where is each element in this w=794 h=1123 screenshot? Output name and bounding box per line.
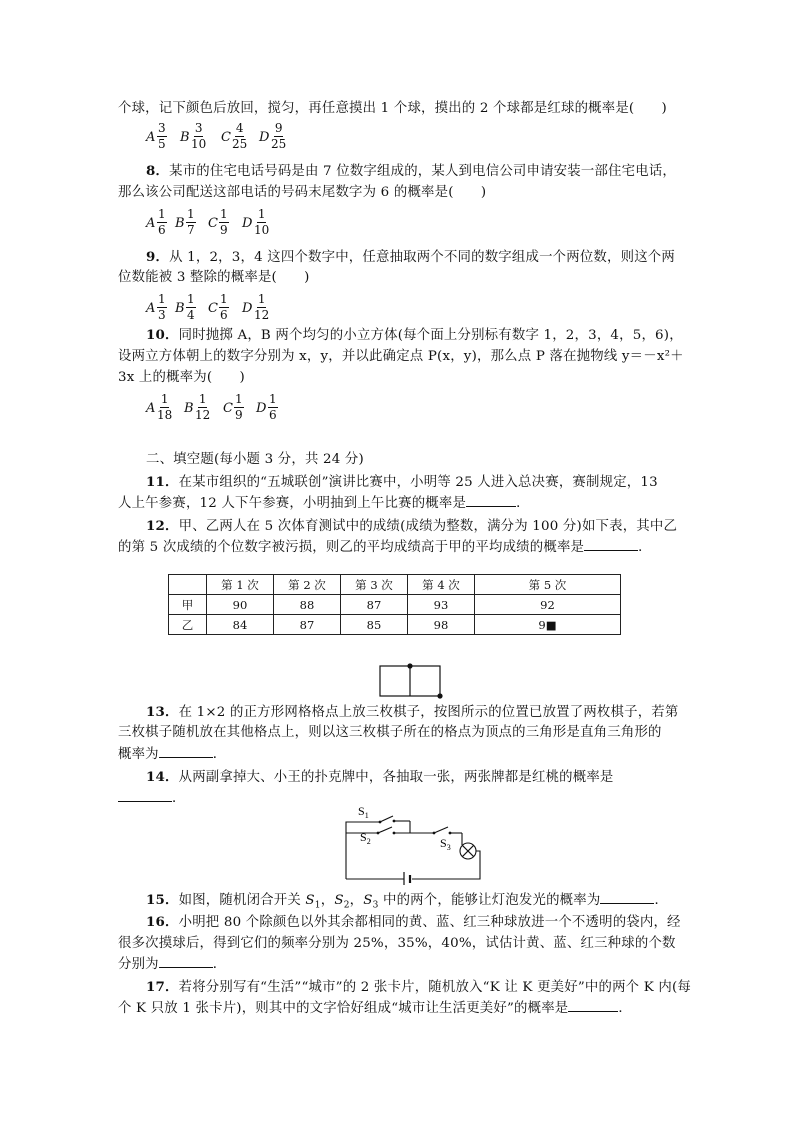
- q15-line1: [146, 891, 668, 915]
- switch-symbol: S: [363, 893, 373, 908]
- label-s1: [358, 804, 369, 820]
- table-cell: 98: [408, 615, 475, 635]
- numerator: 3: [158, 121, 166, 135]
- option-letter: A: [146, 401, 156, 416]
- circuit-diagram: [340, 803, 486, 885]
- fraction: [157, 292, 167, 323]
- header-cell: 第 5 次: [475, 575, 621, 595]
- numerator: 1: [158, 207, 166, 221]
- option-letter: D: [256, 401, 267, 416]
- question-text: 在 1×2 的正方形网格格点上放三枚棋子，按图所示的位置已放置了两枚棋子，若第: [178, 705, 679, 720]
- option-letter: A: [146, 301, 156, 316]
- comma: ，: [320, 893, 335, 908]
- switch-s1-blade: [380, 816, 393, 822]
- fraction: [157, 392, 172, 423]
- denominator: 5: [158, 137, 166, 151]
- subscript: 3: [372, 900, 379, 911]
- numerator: 1: [220, 292, 228, 306]
- score-table: [168, 574, 621, 635]
- denominator: 9: [220, 223, 228, 237]
- denominator: 6: [269, 408, 277, 422]
- question-number: 14．: [146, 769, 179, 785]
- option-letter: B: [175, 301, 185, 316]
- numerator: 1: [198, 392, 207, 406]
- period: ．: [212, 957, 227, 972]
- chess-piece-1: [407, 663, 412, 668]
- label-letter: S: [440, 836, 447, 850]
- numerator: 1: [220, 207, 228, 221]
- subscript: 1: [314, 900, 321, 911]
- question-text: 如图，随机闭合开关: [178, 893, 306, 908]
- question-text: 概率为: [118, 747, 159, 762]
- answer-blank[interactable]: [466, 506, 516, 507]
- option-letter: D: [259, 130, 270, 145]
- denominator: 12: [254, 308, 270, 322]
- q14-line2: [118, 790, 186, 808]
- question-number: 9．: [146, 249, 170, 265]
- numerator: 1: [187, 292, 195, 306]
- switch-contacts: [377, 820, 452, 835]
- fraction: [254, 207, 269, 238]
- q8-line1: [146, 162, 676, 181]
- question-text: 从两副拿掉大、小王的扑克牌中，各抽取一张，两张牌都是红桃的概率是: [178, 770, 614, 785]
- period: ．: [516, 496, 530, 511]
- fraction: [195, 392, 210, 423]
- grid-figure: [374, 660, 448, 702]
- denominator: 12: [195, 408, 211, 422]
- fraction: [232, 121, 247, 152]
- table-row: [169, 615, 621, 635]
- label-s3: [440, 836, 451, 852]
- option-letter: A: [146, 216, 156, 231]
- option-letter: C: [208, 216, 218, 231]
- q16-line1: [146, 913, 681, 932]
- answer-blank[interactable]: [159, 757, 213, 758]
- denominator: 6: [158, 223, 166, 237]
- table-cell: 90: [207, 595, 274, 615]
- question-text: 小明把 80 个除颜色以外其余都相同的黄、蓝、红三种球放进一个不透明的袋内，经: [178, 915, 681, 930]
- option-letter: D: [242, 301, 253, 316]
- q12-line2: [118, 539, 652, 557]
- option-letter: A: [146, 130, 156, 145]
- table-header-row: [169, 575, 621, 595]
- denominator: 25: [271, 137, 287, 151]
- table-cell: 84: [207, 615, 274, 635]
- contact-dot: [377, 832, 380, 835]
- table-cell: 9■: [475, 615, 621, 635]
- denominator: 18: [157, 408, 173, 422]
- answer-blank[interactable]: [159, 967, 213, 968]
- fraction: [268, 392, 278, 423]
- q11-line1: [146, 473, 658, 492]
- denominator: 10: [191, 137, 207, 151]
- denominator: 4: [187, 308, 195, 322]
- q13-line2: 三枚棋子随机放在其他格点上，则以这三枚棋子所在的格点为顶点的三角形是直角三角形的: [118, 725, 662, 740]
- option-letter: B: [184, 401, 194, 416]
- option-letter: D: [242, 216, 253, 231]
- label-letter: S: [358, 804, 365, 818]
- period: ．: [212, 747, 227, 762]
- q9-line1: [146, 248, 675, 267]
- section-title: 二、填空题(每小题 3 分，共 24 分): [146, 452, 364, 467]
- question-text: 的第 5 次成绩的个位数字被污损，则乙的平均成绩高于甲的平均成绩的概率是: [118, 540, 585, 555]
- comma: ，: [349, 893, 364, 908]
- q11-line2: [118, 495, 530, 513]
- question-number: 11．: [146, 474, 179, 490]
- table-cell: 85: [341, 615, 408, 635]
- q16-line2: 很多次摸球后，得到它们的频率分别为 25%，35%，40%，试估计黄、蓝、红三种球的个数: [118, 936, 676, 951]
- contact-dot: [379, 821, 382, 824]
- numerator: 9: [274, 121, 283, 135]
- question-text: 人上午参赛，12 人下午参赛，小明抽到上午比赛的概率是: [118, 496, 467, 511]
- numerator: 3: [194, 121, 203, 135]
- q17-line2: [118, 1000, 632, 1018]
- fraction: [271, 121, 286, 152]
- denominator: 3: [158, 308, 166, 322]
- label-letter: S: [360, 830, 367, 844]
- question-text: 同时抛掷 A，B 两个均匀的小立方体(每个面上分别标有数字 1，2，3，4，5，6)，: [178, 328, 683, 343]
- q16-line3: [118, 956, 226, 974]
- label-subscript: 2: [366, 837, 371, 846]
- switch-symbol: S: [305, 893, 315, 908]
- numerator: 1: [158, 292, 166, 306]
- switch-s2-blade: [378, 827, 392, 833]
- contact-dot: [393, 820, 396, 823]
- period: ．: [172, 791, 186, 806]
- table-cell: 87: [274, 615, 341, 635]
- contact-dot: [449, 832, 452, 835]
- label-s2: [360, 830, 371, 846]
- denominator: 25: [232, 137, 248, 151]
- fraction: [157, 121, 167, 152]
- label-subscript: 3: [446, 843, 451, 852]
- q13-line3: [118, 746, 226, 764]
- fraction: [191, 121, 206, 152]
- contact-dot: [393, 832, 396, 835]
- switch-s3-blade: [434, 827, 448, 833]
- fraction: [157, 207, 167, 238]
- question-number: 12．: [146, 518, 179, 534]
- q10-line1: [146, 326, 683, 345]
- table-cell: 乙: [169, 615, 207, 635]
- header-cell: 第 3 次: [341, 575, 408, 595]
- period: ．: [618, 1001, 632, 1016]
- option-letter: C: [208, 301, 218, 316]
- option-letter: C: [223, 401, 233, 416]
- fraction: [219, 207, 229, 238]
- question-text: 甲、乙两人在 5 次体育测试中的成绩(成绩为整数，满分为 100 分)如下表，其中乙: [178, 519, 678, 534]
- numerator: 1: [257, 292, 266, 306]
- question-number: 8．: [146, 163, 170, 179]
- numerator: 1: [269, 392, 277, 406]
- question-number: 16．: [146, 914, 179, 930]
- q10-line3: 3x 上的概率为( ): [118, 370, 245, 385]
- question-text: 中的两个，能够让灯泡发光的概率为: [378, 893, 601, 908]
- question-number: 10．: [146, 327, 179, 343]
- header-cell: 第 1 次: [207, 575, 274, 595]
- denominator: 6: [220, 308, 228, 322]
- q9-line2: 位数能被 3 整除的概率是( ): [118, 270, 310, 285]
- q13-line1: [146, 703, 678, 722]
- period: ．: [638, 540, 652, 555]
- fraction: [254, 292, 269, 323]
- question-text: 个 K 只放 1 张卡片)，则其中的文字恰好组成“城市让生活更美好”的概率是: [118, 1001, 569, 1016]
- table-cell: 88: [274, 595, 341, 615]
- fraction: [186, 292, 196, 323]
- denominator: 10: [254, 223, 270, 237]
- denominator: 9: [235, 408, 243, 422]
- option-letter: C: [221, 130, 231, 145]
- question-number: 17．: [146, 979, 179, 995]
- contact-dot: [433, 832, 436, 835]
- question-text: 从 1，2，3，4 这四个数字中，任意抽取两个不同的数字组成一个两位数，则这个两: [169, 250, 675, 265]
- table-cell: 92: [475, 595, 621, 615]
- q14-line1: [146, 768, 614, 787]
- q10-line2: 设两立方体朝上的数字分别为 x，y，并以此确定点 P(x，y)，那么点 P 落在抛物线 y＝－x²＋: [118, 349, 684, 364]
- fraction: [186, 207, 196, 238]
- numerator: 1: [235, 392, 243, 406]
- chess-piece-2: [437, 693, 442, 698]
- numerator: 1: [160, 392, 169, 406]
- question-number: 13．: [146, 704, 179, 720]
- q12-line1: [146, 517, 677, 536]
- denominator: 7: [187, 223, 195, 237]
- table-cell: 93: [408, 595, 475, 615]
- table-cell: 87: [341, 595, 408, 615]
- fraction: [234, 392, 244, 423]
- question-text: 分别为: [118, 957, 159, 972]
- numerator: 1: [187, 207, 195, 221]
- q8-line2: 那么该公司配送这部电话的号码末尾数字为 6 的概率是( ): [118, 185, 487, 200]
- answer-blank[interactable]: [568, 1011, 618, 1012]
- q17-line1: [146, 978, 691, 997]
- question-text: 若将分别写有“生活”“城市”的 2 张卡片，随机放入“K 让 K 更美好”中的两个 K 内(每: [178, 980, 691, 995]
- fraction: [219, 292, 229, 323]
- question-number: 15．: [146, 892, 179, 908]
- subscript: 2: [343, 900, 350, 911]
- wire-right-bottom: [412, 851, 480, 879]
- numerator: 1: [257, 207, 266, 221]
- question-text: 在某市组织的“五城联创”演讲比赛中，小明等 25 人进入总决赛，赛制规定，13: [178, 475, 658, 490]
- option-letter: B: [175, 216, 185, 231]
- header-cell: 第 4 次: [408, 575, 475, 595]
- period: ．: [654, 893, 669, 908]
- answer-blank[interactable]: [118, 801, 172, 802]
- answer-blank[interactable]: [584, 550, 638, 551]
- q7-text: 个球，记下颜色后放回，搅匀，再任意摸出 1 个球，摸出的 2 个球都是红球的概率是( ): [118, 101, 667, 116]
- header-cell: [169, 575, 207, 595]
- switch-symbol: S: [334, 893, 344, 908]
- label-subscript: 1: [364, 811, 369, 820]
- table-row: [169, 595, 621, 615]
- table-cell: 甲: [169, 595, 207, 615]
- header-cell: 第 2 次: [274, 575, 341, 595]
- option-letter: B: [180, 130, 190, 145]
- numerator: 4: [235, 121, 244, 135]
- answer-blank[interactable]: [600, 903, 654, 904]
- question-text: 某市的住宅电话号码是由 7 位数字组成的，某人到电信公司申请安装一部住宅电话，: [169, 164, 677, 179]
